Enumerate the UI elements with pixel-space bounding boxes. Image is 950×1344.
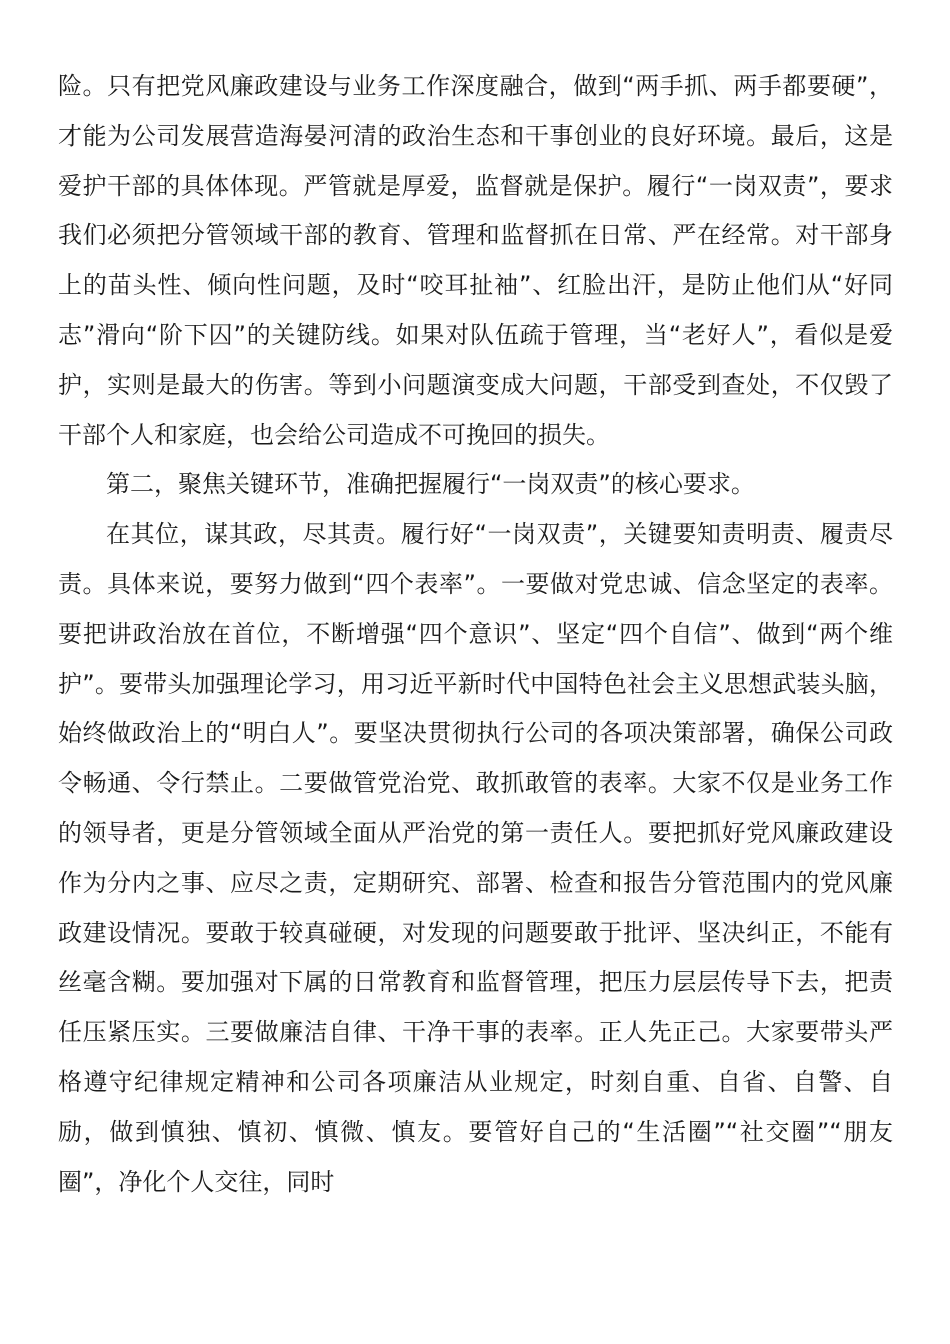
document-page [58, 62, 893, 1207]
section-heading-2: 第二，聚焦关键环节，准确把握履行“一岗双责”的核心要求。 [106, 470, 755, 499]
body-paragraph-1: 险。只有把党风廉政建设与业务工作深度融合，做到“两手抓、两手都要硬”，才能为公司发展营造海晏河清的政治生态和干事创业的良好环境。最后，这是爱护干部的具体体现。严管就是厚爱，监督就是保护。履行“一岗双责”，要求我们必须把分管领域干部的教育、管理和监督抓在日常、严在经常。对干部身上的苗头性、倾向性问题，及时“咬耳扯袖”、红脸出汗，是防止他们从“好同志”滑向“阶下囚”的关键防线。如果对队伍疏于管理，当“老好人”，看似是爱护，实则是最大的伤害。等到小问题演变成大问题，干部受到查处，不仅毁了干部个人和家庭，也会给公司造成不可挽回的损失。 [58, 72, 893, 449]
body-paragraph-3: 在其位，谋其政，尽其责。履行好“一岗双责”，关键要知责明责、履责尽责。具体来说，要努力做到“四个表率”。一要做对党忠诚、信念坚定的表率。要把讲政治放在首位，不断增强“四个意识”、坚定“四个自信”、做到“两个维护”。要带头加强理论学习，用习近平新时代中国特色社会主义思想武装头脑，始终做政治上的“明白人”。要坚决贯彻执行公司的各项决策部署，确保公司政令畅通、令行禁止。二要做管党治党、敢抓敢管的表率。大家不仅是业务工作的领导者，更是分管领域全面从严治党的第一责任人。要把抓好党风廉政建设作为分内之事、应尽之责，定期研究、部署、检查和报告分管范围内的党风廉政建设情况。要敢于较真碰硬，对发现的问题要敢于批评、坚决纠正，不能有丝毫含糊。要加强对下属的日常教育和监督管理，把压力层层传导下去，把责任压紧压实。三要做廉洁自律、干净干事的表率。正人先正己。大家要带头严格遵守纪律规定精神和公司各项廉洁从业规定，时刻自重、自省、自警、自励，做到慎独、慎初、慎微、慎友。要管好自己的“生活圈”“社交圈”“朋友圈”，净化个人交往，同时 [58, 520, 893, 1196]
